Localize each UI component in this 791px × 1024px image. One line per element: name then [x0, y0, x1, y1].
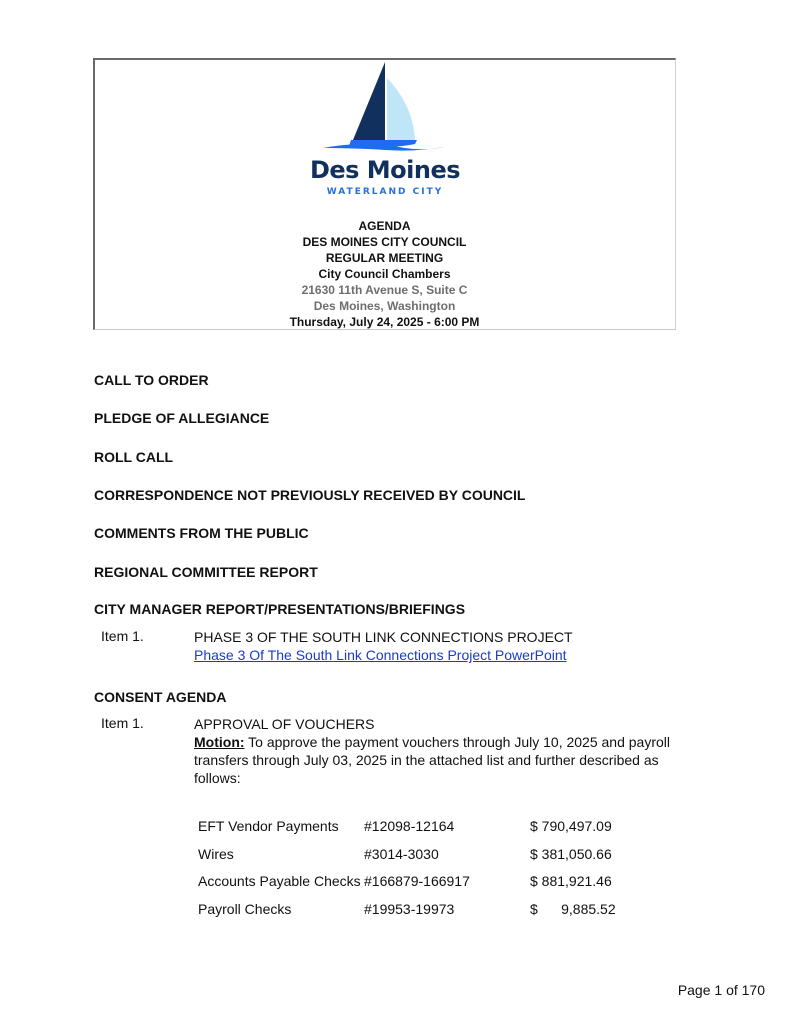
meeting-city: Des Moines, Washington	[313, 299, 456, 313]
item-title: PHASE 3 OF THE SOUTH LINK CONNECTIONS PROJECT	[194, 629, 573, 645]
vouchers-table	[198, 808, 625, 918]
voucher-range: #166879-166917	[364, 873, 470, 889]
meeting-location: City Council Chambers	[318, 267, 451, 281]
sailboat-icon	[305, 60, 465, 152]
meeting-address: 21630 11th Avenue S, Suite C	[301, 283, 468, 297]
item-number: Item 1.	[101, 628, 144, 644]
voucher-description: Payroll Checks	[198, 900, 292, 917]
item-title: APPROVAL OF VOUCHERS	[194, 716, 375, 732]
section-call-to-order: CALL TO ORDER	[94, 372, 209, 388]
city-logo	[305, 60, 465, 200]
meeting-type: REGULAR MEETING	[325, 251, 444, 265]
item-number: Item 1.	[101, 715, 144, 731]
table-row	[198, 808, 625, 845]
section-regional-committee: REGIONAL COMMITTEE REPORT	[94, 564, 318, 580]
powerpoint-link[interactable]: Phase 3 Of The South Link Connections Project PowerPoint	[194, 647, 567, 663]
voucher-amount: $ 9,885.52	[530, 900, 616, 917]
section-consent-agenda: CONSENT AGENDA	[94, 689, 227, 705]
section-public-comments: COMMENTS FROM THE PUBLIC	[94, 525, 309, 541]
voucher-range: #3014-3030	[364, 845, 439, 862]
section-roll-call: ROLL CALL	[94, 449, 174, 465]
voucher-amount: $ 381,050.66	[530, 845, 612, 862]
motion-text	[194, 733, 684, 787]
voucher-amount: $ 790,497.09	[530, 818, 612, 834]
table-row	[198, 863, 625, 900]
voucher-amount: $ 881,921.46	[530, 873, 612, 889]
logo-subtitle: WATERLAND CITY	[326, 187, 444, 197]
table-row	[198, 900, 625, 918]
meeting-datetime: Thursday, July 24, 2025 - 6:00 PM	[289, 315, 480, 329]
council-name: DES MOINES CITY COUNCIL	[302, 235, 467, 249]
voucher-range: #19953-19973	[364, 900, 455, 917]
motion-label: Motion:	[194, 734, 245, 750]
logo-title: Des Moines	[309, 156, 461, 184]
table-row	[198, 845, 625, 863]
agenda-heading: AGENDA	[358, 219, 411, 233]
voucher-description: Accounts Payable Checks	[198, 873, 361, 889]
motion-body: To approve the payment vouchers through July 10, 2025 and payroll transfers through July 03, 2025 in the attached list and further described as follows:	[194, 734, 670, 786]
meeting-info	[93, 218, 676, 330]
voucher-range: #12098-12164	[364, 818, 455, 834]
section-correspondence: CORRESPONDENCE NOT PREVIOUSLY RECEIVED BY COUNCIL	[94, 487, 526, 503]
page-number: Page 1 of 170	[677, 982, 765, 998]
section-city-manager-report: CITY MANAGER REPORT/PRESENTATIONS/BRIEFINGS	[94, 601, 466, 617]
voucher-description: EFT Vendor Payments	[198, 818, 339, 834]
section-pledge: PLEDGE OF ALLEGIANCE	[94, 410, 270, 426]
voucher-description: Wires	[198, 845, 234, 862]
